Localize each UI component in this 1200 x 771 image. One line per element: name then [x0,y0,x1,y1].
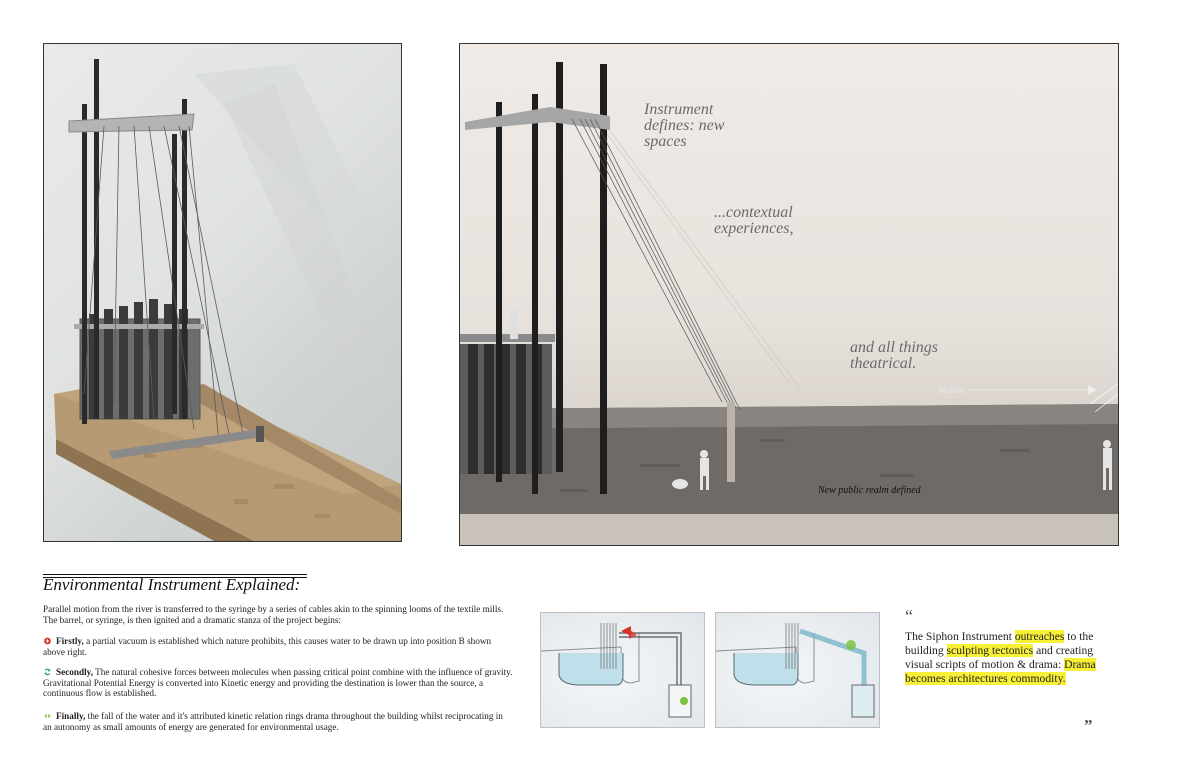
public-realm-label: New public realm defined [818,485,921,496]
step-2-bullet-icon [43,668,52,676]
step-2-lead: Secondly, [56,667,94,677]
siphon-diagram-b-illustration [716,613,879,727]
quote-highlight-outreaches: outreaches [1014,630,1065,643]
motion-label: Motion [938,385,964,395]
step-2-paragraph [43,667,513,699]
step-1-text: a partial vacuum is established which nature prohibits, this causes water to be drawn up into position B shown above right. [43,636,492,657]
model-photo-right [459,43,1119,546]
step-3-lead: Finally, [56,711,86,721]
step-1-bullet-icon [43,637,52,645]
step-2-text: The natural cohesive forces between molecules when passing critical point combine with the influence of gravity. Gravitational Potential Energy is converted into Kinetic energy and providing the destination is lower than the source, a continuous flow is established. [43,667,513,699]
siphon-diagram-position-a [540,612,705,728]
section-title: Environmental Instrument Explained: [43,575,301,594]
siphon-diagram-a-illustration [541,613,704,727]
quote-close-mark: ” [1084,716,1093,735]
overlay-caption-new-spaces: Instrument defines: new spaces [644,101,725,150]
syphon-model-elevation-illustration [460,44,1118,545]
intro-paragraph: Parallel motion from the river is transferred to the syringe by a series of cables akin to the spinning looms of the textile mills. The barrel, or syringe, is then ignited and a dramatic stanza of the project begins: [43,604,504,625]
quote-highlight-drama: Drama becomes architectures commodity. [905,658,1096,685]
step-1-lead: Firstly, [56,636,84,646]
quote-part-3: and creating visual scripts of motion & drama: [905,644,1094,671]
step-3-bullet-icon [43,712,52,720]
siphon-diagram-position-b [715,612,880,728]
quote-open-mark: “ [905,606,913,626]
overlay-caption-theatrical: and all things theatrical. [850,339,939,372]
step-1-paragraph [43,636,513,657]
step-3-paragraph [43,711,513,732]
syphon-model-illustration [44,44,401,541]
model-photo-left [43,43,402,542]
quote-part-1: The Siphon Instrument [905,630,1015,643]
step-3-text: the fall of the water and it's attributed kinetic relation rings drama throughout the building whilst reciprocating in an autonomy as small amounts of energy are generated for environmental usage. [43,711,503,732]
quote-part-2: to the building [905,630,1094,657]
quote-text [905,630,1105,686]
overlay-caption-contextual: ...contextual experiences, [714,204,794,237]
quote-highlight-sculpting: sculpting tectonics [946,644,1034,657]
